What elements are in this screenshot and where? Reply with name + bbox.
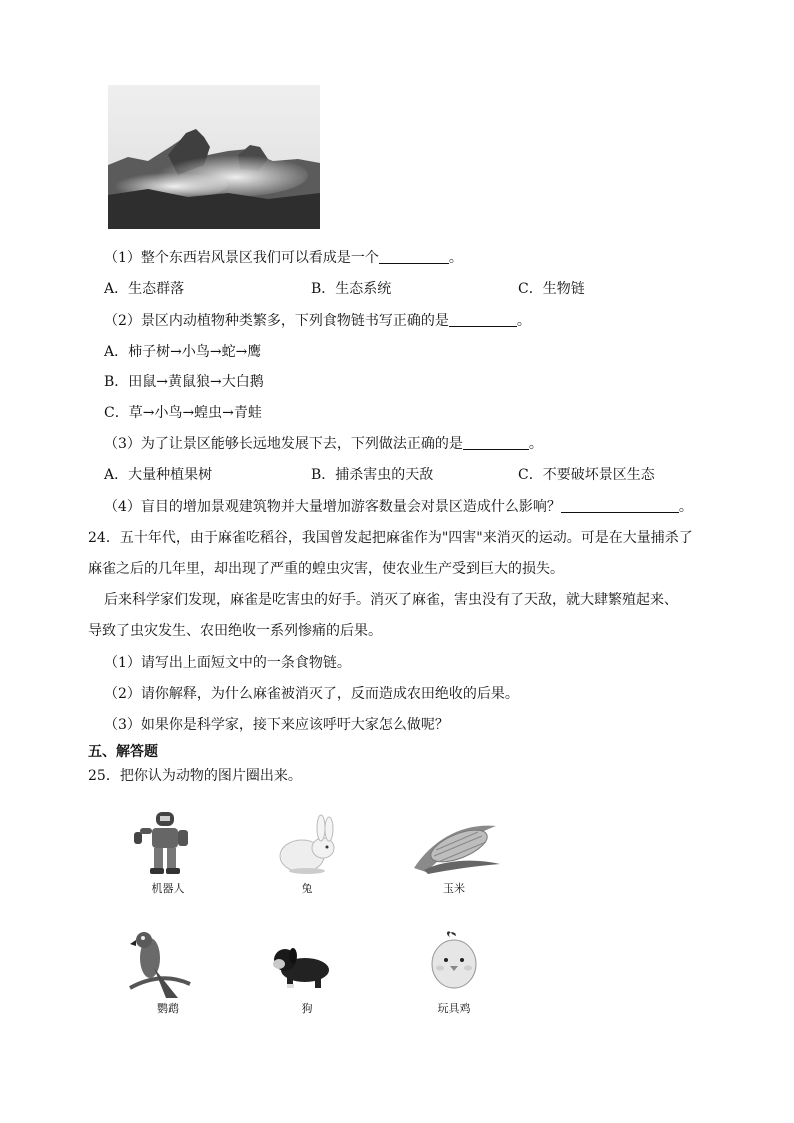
q24-paragraph2-line2: 导致了虫灾发生、农田绝收一系列惨痛的后果。 <box>88 623 382 639</box>
rabbit-icon <box>257 808 357 880</box>
q23-sub3-option-a: A．大量种植果树 <box>104 467 213 483</box>
label-dog: 狗 <box>301 1002 313 1015</box>
q23-sub1-option-b: B．生态系统 <box>311 281 392 297</box>
q23-sub2-text: （2）景区内动植物种类繁多，下列食物链书写正确的是 <box>104 313 449 329</box>
q23-sub1-option-a: A．生态群落 <box>104 281 185 297</box>
toy-chick-icon <box>404 928 504 1000</box>
picture-parrot[interactable] <box>118 928 218 1018</box>
misty-mountain-image <box>108 85 320 229</box>
q24-paragraph2-line1: 后来科学家们发现，麻雀是吃害虫的好手。消灭了麻雀，害虫没有了天敌，就大肆繁殖起来、 <box>104 592 678 608</box>
q23-sub2-answer-blank[interactable] <box>449 312 517 327</box>
q23-sub3-text: （3）为了让景区能够长远地发展下去，下列做法正确的是 <box>104 436 463 452</box>
q23-sub4: （4）盲目的增加景观建筑物并大量增加游客数量会对景区造成什么影响？ 。 <box>104 499 693 515</box>
q23-sub3-answer-blank[interactable] <box>463 435 529 450</box>
q24-sub2: （2）请你解释，为什么麻雀被消灭了，反而造成农田绝收的后果。 <box>104 686 519 702</box>
label-toy-chick: 玩具鸡 <box>437 1002 471 1015</box>
corn-icon <box>404 808 504 880</box>
q23-sub4-text: （4）盲目的增加景观建筑物并大量增加游客数量会对景区造成什么影响？ <box>104 499 561 515</box>
parrot-icon <box>118 928 218 1000</box>
section-title: 五、解答题 <box>88 744 158 760</box>
q23-sub3-option-b: B．捕杀害虫的天敌 <box>311 467 434 483</box>
q23-sub2-option-b: B．田鼠→黄鼠狼→大白鹅 <box>104 374 264 390</box>
dog-icon <box>257 928 357 1000</box>
q23-sub4-answer-blank[interactable] <box>561 498 679 513</box>
scenic-area-photo <box>108 85 320 229</box>
q24-sub3: （3）如果你是科学家，接下来应该呼吁大家怎么做呢？ <box>104 717 449 733</box>
picture-toy-chick[interactable] <box>404 928 504 1018</box>
picture-dog[interactable] <box>257 928 357 1018</box>
q23-sub2-option-a: A．柿子树→小鸟→蛇→鹰 <box>104 344 262 360</box>
label-parrot: 鹦鹉 <box>157 1002 179 1015</box>
q24-paragraph1-line2: 麻雀之后的几年里，却出现了严重的蝗虫灾害，使农业生产受到巨大的损失。 <box>88 561 564 577</box>
q23-sub1-answer-blank[interactable] <box>379 249 449 264</box>
q24-paragraph1-line1: 24．五十年代，由于麻雀吃稻谷，我国曾发起把麻雀作为"四害"来消灭的运动。可是在大量捕杀了 <box>88 530 693 546</box>
label-corn: 玉米 <box>443 882 465 895</box>
label-rabbit: 兔 <box>301 882 313 895</box>
q23-sub3: （3）为了让景区能够长远地发展下去，下列做法正确的是 。 <box>104 436 543 452</box>
q23-sub2: （2）景区内动植物种类繁多，下列食物链书写正确的是 。 <box>104 313 531 329</box>
picture-robot[interactable] <box>118 808 218 898</box>
q23-sub1-text: （1）整个东西岩风景区我们可以看成是一个 <box>104 250 379 266</box>
q24-sub1: （1）请写出上面短文中的一条食物链。 <box>104 655 351 671</box>
q25-prompt: 25．把你认为动物的图片圈出来。 <box>88 768 302 784</box>
q23-sub1: （1）整个东西岩风景区我们可以看成是一个 。 <box>104 250 463 266</box>
picture-rabbit[interactable] <box>257 808 357 898</box>
robot-icon <box>118 808 218 880</box>
label-robot: 机器人 <box>151 882 185 895</box>
q23-sub3-option-c: C．不要破坏景区生态 <box>518 467 655 483</box>
q23-sub2-option-c: C．草→小鸟→蝗虫→青蛙 <box>104 405 262 421</box>
q23-sub1-option-c: C．生物链 <box>518 281 585 297</box>
picture-corn[interactable] <box>404 808 504 898</box>
